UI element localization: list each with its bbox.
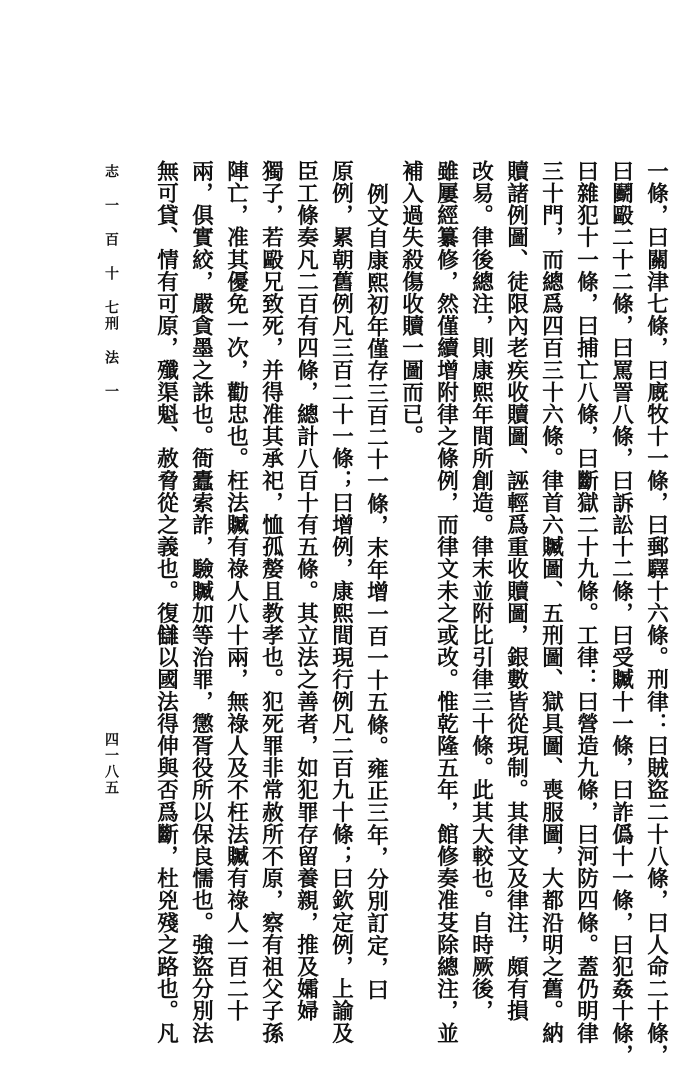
text-column-1: 一條，曰關津七條，曰廐牧十一條，曰郵驛十六條。刑律：曰賊盜二十八條，曰人命二十條，: [643, 160, 669, 1066]
section-header: 刑 法 一: [103, 316, 119, 400]
text-column-2: 曰鬬毆二十二條，曰罵詈八條，曰訴訟十二條，曰受贓十一條，曰詐僞十一條，曰犯姦十條，: [608, 160, 634, 1066]
text-column-4: 三十門，而總爲四百三十六條。律首六贓圖、五刑圖、獄具圖、喪服圖，大都沿明之舊。納: [538, 160, 564, 1044]
text-column-8: 補入過失殺傷收贖一圖而已。: [398, 160, 424, 448]
text-column-11: 臣工條奏凡二百有四條，總計八百十有五條。其立法之善者，如犯罪存留養親，推及孀婦: [293, 160, 319, 1022]
chapter-header: 志 一 百 十 七: [103, 164, 119, 316]
text-column-3: 曰雜犯十一條，曰捕亡八條，曰斷獄二十九條。工律：曰營造九條，曰河防四條。蓋仍明律: [573, 160, 599, 1044]
text-column-14: 兩，俱實絞，嚴貪墨之誅也。衙蠹索詐，驗贓加等治罪，懲胥役所以保良懦也。強盜分別法: [188, 160, 214, 1044]
text-column-9: 例文自康熙初年僅存三百二十一條，末年增一百一十五條。雍正三年，分別訂定，曰: [363, 183, 389, 1001]
text-column-6: 改易。律後總注，則康熙年間所創造。律末並附比引律三十條。此其大較也。自時厥後，: [468, 160, 494, 1022]
text-column-15: 無可貸、情有可原，殲渠魁、赦脅從之義也。復讎以國法得伸與否爲斷，杜兇殘之路也。凡: [153, 160, 179, 1044]
page-number: 四一八五: [103, 732, 119, 796]
text-column-12: 獨子，若毆兄致死，并得准其承祀，恤孤嫠且教孝也。犯死罪非常赦所不原，察有祖父子孫: [258, 160, 284, 1044]
text-column-5: 贖諸例圖、徒限內老疾收贖圖、誣輕爲重收贖圖，銀數皆從現制。其律文及律注，頗有損: [503, 160, 529, 1022]
text-column-7: 雖屢經纂修，然僅續增附律之條例，而律文未之或改。惟乾隆五年，館修奏准芟除總注，並: [433, 160, 459, 1044]
text-column-13: 陣亡，准其優免一次，勸忠也。枉法贓有祿人八十兩，無祿人及不枉法贓有祿人一百二十: [223, 160, 249, 1022]
text-column-10: 原例，累朝舊例凡三百二十一條；曰增例，康熙間現行例凡二百九十條；曰欽定例，上諭及: [328, 160, 354, 1044]
